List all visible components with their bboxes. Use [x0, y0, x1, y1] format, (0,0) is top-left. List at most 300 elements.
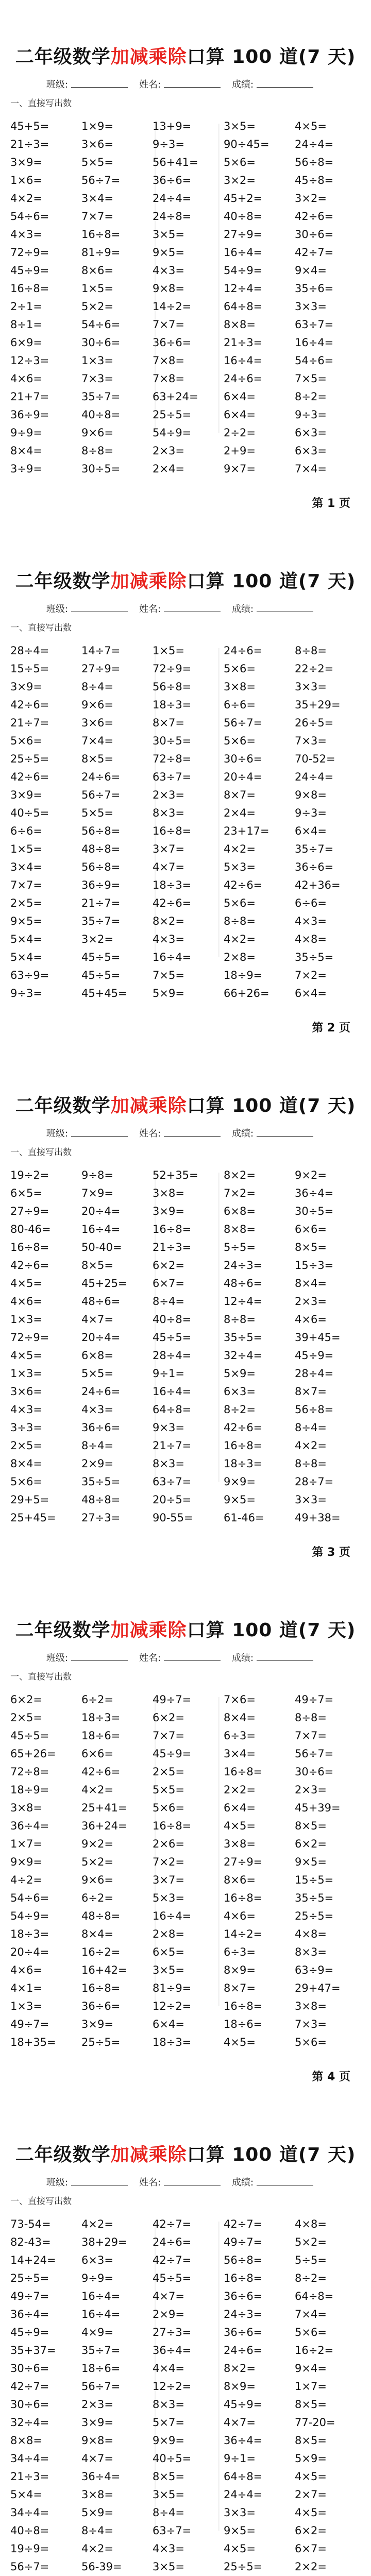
- class-label: 班级:: [46, 604, 68, 615]
- worksheet-page: [0, 0, 371, 524]
- problem-item: 15÷3=: [295, 1259, 334, 1272]
- problem-item: 3×9=: [81, 2416, 113, 2429]
- problem-item: 28÷4=: [295, 1367, 334, 1380]
- section-heading: 一、直接写出数: [10, 1147, 72, 1158]
- problem-item: 8÷8=: [81, 445, 113, 457]
- problem-item: 8×4=: [295, 1277, 327, 1290]
- problem-item: 5×6=: [153, 1802, 184, 1814]
- problem-item: 63÷9=: [295, 1964, 334, 1976]
- problem-item: 24÷6=: [81, 1385, 121, 1398]
- problem-item: 5×3=: [224, 861, 256, 873]
- problem-item: 21+7=: [10, 391, 49, 403]
- problem-item: 8÷8=: [295, 645, 327, 657]
- problem-item: 4×2=: [81, 1784, 113, 1796]
- problem-item: 4×8=: [295, 1928, 327, 1940]
- problem-item: 45÷9=: [224, 2398, 263, 2411]
- problem-item: 3×8=: [81, 2488, 113, 2501]
- problem-item: 2×9=: [81, 1458, 113, 1470]
- problem-item: 3×7=: [153, 843, 184, 855]
- problem-item: 64÷8=: [224, 2470, 263, 2483]
- problem-item: 22÷2=: [295, 663, 334, 675]
- problem-item: 90÷45=: [224, 138, 269, 150]
- problem-item: 3×8=: [224, 681, 256, 693]
- problem-item: 52+35=: [153, 1169, 198, 1181]
- problem-item: 5×4=: [10, 933, 42, 945]
- problem-item: 73-54=: [10, 2218, 51, 2230]
- problem-item: 4×6=: [224, 1910, 256, 1922]
- problem-item: 9÷9=: [10, 427, 42, 439]
- problem-item: 8×9=: [224, 2380, 256, 2393]
- problem-grid: [10, 2215, 366, 2576]
- problem-item: 3×4=: [224, 1748, 256, 1760]
- problem-item: 24÷4=: [153, 192, 192, 205]
- problem-item: 9×9=: [10, 1856, 42, 1868]
- problem-item: 9×4=: [295, 264, 327, 277]
- problem-item: 8×2=: [224, 1169, 256, 1181]
- problem-item: 18÷3=: [224, 1458, 263, 1470]
- page-title: [0, 1091, 371, 1117]
- problem-item: 63+24=: [153, 391, 198, 403]
- problem-item: 48÷6=: [81, 1295, 121, 1308]
- problem-item: 18÷9=: [224, 969, 263, 981]
- problem-item: 48÷6=: [224, 1277, 263, 1290]
- problem-item: 63÷7=: [295, 318, 334, 331]
- problem-item: 49+38=: [295, 1512, 341, 1524]
- name-field[interactable]: [164, 80, 221, 88]
- problem-item: 7×7=: [10, 879, 42, 891]
- problem-item: 36÷6=: [153, 174, 192, 187]
- problem-item: 24÷6=: [224, 645, 263, 657]
- problem-item: 45÷5=: [81, 951, 121, 963]
- problem-item: 26÷5=: [295, 717, 334, 729]
- problem-item: 56-39=: [81, 2561, 122, 2573]
- worksheet-page: [0, 524, 371, 1049]
- problem-item: 32÷4=: [224, 1349, 263, 1362]
- problem-item: 8÷8=: [295, 1458, 327, 1470]
- problem-item: 6×6=: [81, 1748, 113, 1760]
- problem-item: 7×4=: [81, 735, 113, 747]
- problem-item: 8×5=: [81, 753, 113, 765]
- problem-item: 45+45=: [81, 987, 127, 999]
- problem-item: 4×7=: [153, 2290, 184, 2302]
- problem-item: 8×8=: [10, 2434, 42, 2447]
- problem-item: 72÷8=: [153, 753, 192, 765]
- problem-item: 45÷9=: [10, 264, 49, 277]
- problem-item: 42÷6=: [81, 1766, 121, 1778]
- problem-item: 7×2=: [153, 1856, 184, 1868]
- problem-item: 8÷8=: [224, 915, 256, 927]
- problem-item: 56+41=: [153, 156, 198, 168]
- problem-item: 8÷8=: [224, 1313, 256, 1326]
- problem-item: 24÷3=: [224, 2308, 263, 2320]
- title-part: 口算 100 道(7 天): [187, 2144, 356, 2165]
- problem-item: 9÷3=: [295, 409, 327, 421]
- problem-item: 5×5=: [81, 807, 113, 819]
- problem-item: 9÷3=: [295, 807, 327, 819]
- problem-item: 13+9=: [153, 120, 192, 132]
- problem-item: 54÷6=: [295, 354, 334, 367]
- problem-item: 4÷2=: [10, 1874, 42, 1886]
- problem-item: 5×4=: [10, 2488, 42, 2501]
- problem-item: 3×2=: [295, 192, 327, 205]
- problem-item: 18÷3=: [81, 1711, 121, 1724]
- problem-item: 1×7=: [295, 2380, 327, 2393]
- problem-item: 8×5=: [295, 2398, 327, 2411]
- problem-item: 21÷7=: [10, 717, 49, 729]
- name-label: 姓名:: [139, 79, 161, 90]
- class-field[interactable]: [71, 1129, 128, 1137]
- class-label: 班级:: [46, 2177, 68, 2188]
- problem-item: 9×8=: [295, 789, 327, 801]
- problem-item: 8÷4=: [81, 1439, 113, 1452]
- problem-item: 36÷6=: [153, 336, 192, 349]
- problem-item: 8÷2=: [295, 391, 327, 403]
- problem-item: 4×5=: [224, 2543, 256, 2555]
- problem-item: 6×5=: [10, 1187, 42, 1199]
- score-field[interactable]: [257, 2178, 313, 2185]
- problem-item: 7×3=: [295, 735, 327, 747]
- problem-item: 35÷5=: [81, 1476, 121, 1488]
- problem-item: 36÷4=: [10, 2308, 49, 2320]
- score-label: 成绩:: [232, 1653, 254, 1664]
- problem-item: 2×3=: [295, 1784, 327, 1796]
- problem-item: 12÷3=: [10, 354, 49, 367]
- problem-item: 16÷8=: [10, 1241, 49, 1253]
- problem-item: 3÷3=: [10, 1421, 42, 1434]
- problem-item: 30÷6=: [81, 336, 121, 349]
- problem-item: 18÷3=: [153, 2036, 192, 2048]
- problem-item: 3×5=: [224, 120, 256, 132]
- problem-item: 2×5=: [10, 897, 42, 909]
- problem-item: 5×2=: [295, 2236, 327, 2248]
- problem-item: 45÷9=: [295, 1349, 334, 1362]
- problem-item: 7×3=: [81, 372, 113, 385]
- problem-item: 56÷8=: [295, 1403, 334, 1416]
- problem-item: 4×5=: [295, 2506, 327, 2519]
- problem-item: 16÷8=: [224, 1439, 263, 1452]
- name-field[interactable]: [164, 1129, 221, 1137]
- name-label: 姓名:: [139, 604, 161, 615]
- problem-item: 36÷6=: [81, 2000, 121, 2012]
- problem-item: 5×2=: [81, 300, 113, 313]
- problem-item: 16÷8=: [153, 1223, 192, 1235]
- problem-item: 54÷9=: [153, 427, 192, 439]
- problem-item: 2×3=: [153, 445, 184, 457]
- problem-item: 42÷6=: [10, 771, 49, 783]
- problem-item: 48÷8=: [81, 1910, 121, 1922]
- title-highlight: 加减乘除: [110, 1095, 187, 1116]
- problem-item: 8×4=: [224, 1711, 256, 1724]
- name-field[interactable]: [164, 604, 221, 612]
- problem-item: 5×6=: [224, 156, 256, 168]
- problem-item: 8×5=: [295, 1820, 327, 1832]
- problem-item: 36÷6=: [224, 2290, 263, 2302]
- problem-item: 24÷4=: [295, 771, 334, 783]
- problem-item: 2×8=: [153, 1928, 184, 1940]
- section-heading: 一、直接写出数: [10, 1672, 72, 1682]
- problem-item: 4×2=: [224, 933, 256, 945]
- problem-item: 1×7=: [10, 1838, 42, 1850]
- class-field[interactable]: [71, 604, 128, 612]
- problem-item: 45÷5=: [81, 969, 121, 981]
- problem-item: 9×5=: [10, 915, 42, 927]
- problem-item: 2×3=: [81, 2398, 113, 2411]
- problem-item: 24÷4=: [224, 2488, 263, 2501]
- problem-item: 30÷6=: [10, 2362, 49, 2375]
- problem-item: 63÷9=: [10, 969, 49, 981]
- problem-item: 7×2=: [295, 969, 327, 981]
- problem-item: 6×3=: [295, 427, 327, 439]
- problem-item: 6×7=: [153, 1277, 184, 1290]
- problem-item: 5×5=: [81, 156, 113, 168]
- problem-item: 9×6=: [81, 427, 113, 439]
- problem-item: 16÷4=: [153, 951, 192, 963]
- problem-item: 5×6=: [295, 2036, 327, 2048]
- problem-item: 8×2=: [224, 2362, 256, 2375]
- problem-item: 16÷8=: [81, 1982, 121, 1994]
- problem-item: 9×2=: [295, 1169, 327, 1181]
- problem-item: 8÷4=: [81, 681, 113, 693]
- problem-item: 16÷4=: [153, 1910, 192, 1922]
- name-field[interactable]: [164, 2178, 221, 2185]
- problem-item: 42÷6=: [10, 699, 49, 711]
- problem-item: 6×8=: [224, 1205, 256, 1217]
- problem-item: 12÷4=: [224, 1295, 263, 1308]
- problem-item: 42÷6=: [224, 879, 263, 891]
- problem-item: 21÷3=: [224, 336, 263, 349]
- problem-item: 27÷3=: [153, 2326, 192, 2338]
- class-field[interactable]: [71, 2178, 128, 2185]
- problem-item: 35÷5=: [295, 1892, 334, 1904]
- problem-item: 35÷6=: [295, 282, 334, 295]
- problem-item: 56÷8=: [224, 2254, 263, 2266]
- problem-item: 9×8=: [153, 282, 184, 295]
- problem-item: 34÷4=: [10, 2452, 49, 2465]
- score-field[interactable]: [257, 1129, 313, 1137]
- problem-item: 56÷8=: [81, 861, 121, 873]
- problem-item: 4×2=: [10, 192, 42, 205]
- problem-item: 35÷7=: [295, 843, 334, 855]
- section-heading: 一、直接写出数: [10, 623, 72, 633]
- problem-item: 42÷7=: [295, 246, 334, 259]
- worksheet-page: [0, 2098, 371, 2576]
- problem-item: 5×6=: [10, 735, 42, 747]
- problem-item: 20÷4=: [81, 1331, 121, 1344]
- problem-item: 14÷2=: [224, 1928, 263, 1940]
- problem-item: 8÷2=: [295, 2272, 327, 2284]
- problem-item: 6×2=: [153, 1711, 184, 1724]
- problem-item: 40÷5=: [153, 2452, 192, 2465]
- problem-item: 2×2=: [224, 1784, 256, 1796]
- problem-item: 3×5=: [153, 2488, 184, 2501]
- name-field[interactable]: [164, 1653, 221, 1661]
- problem-item: 24÷6=: [224, 2344, 263, 2357]
- problem-item: 24÷8=: [153, 210, 192, 223]
- problem-item: 9×5=: [224, 2524, 256, 2537]
- class-field[interactable]: [71, 1653, 128, 1661]
- problem-item: 54÷9=: [10, 1910, 49, 1922]
- problem-item: 2×9=: [153, 2308, 184, 2320]
- problem-item: 42÷7=: [153, 2218, 192, 2230]
- problem-item: 35÷5=: [295, 951, 334, 963]
- problem-item: 16+42=: [81, 1964, 127, 1976]
- problem-item: 9×7=: [224, 463, 256, 475]
- problem-item: 4×5=: [295, 2470, 327, 2483]
- problem-item: 6×4=: [224, 1802, 256, 1814]
- problem-item: 8×5=: [153, 2470, 184, 2483]
- problem-item: 18÷6=: [224, 2018, 263, 2030]
- problem-item: 90-55=: [153, 1512, 193, 1524]
- problem-item: 6×4=: [224, 391, 256, 403]
- problem-item: 49÷7=: [10, 2018, 49, 2030]
- problem-item: 8×5=: [81, 1259, 113, 1272]
- problem-item: 35÷7=: [81, 391, 121, 403]
- class-field[interactable]: [71, 80, 128, 88]
- problem-item: 3×3=: [295, 1494, 327, 1506]
- problem-item: 2×8=: [224, 951, 256, 963]
- problem-item: 8×3=: [153, 2398, 184, 2411]
- problem-item: 27÷9=: [10, 1205, 49, 1217]
- problem-item: 45+5=: [10, 120, 49, 132]
- problem-item: 25÷5=: [10, 2272, 49, 2284]
- problem-item: 3×8=: [224, 1838, 256, 1850]
- problem-item: 16÷4=: [224, 354, 263, 367]
- problem-item: 6÷6=: [295, 897, 327, 909]
- problem-item: 30÷5=: [153, 735, 192, 747]
- problem-item: 24÷3=: [224, 1259, 263, 1272]
- problem-item: 35+37=: [10, 2344, 56, 2357]
- problem-item: 16÷8=: [153, 825, 192, 837]
- problem-item: 35÷5=: [224, 1331, 263, 1344]
- problem-grid: [10, 642, 366, 1003]
- problem-item: 30÷6=: [224, 753, 263, 765]
- score-field[interactable]: [257, 80, 313, 88]
- problem-item: 9÷1=: [153, 1367, 184, 1380]
- problem-item: 25÷5=: [153, 409, 192, 421]
- student-info-line: [0, 77, 371, 91]
- problem-item: 2×3=: [295, 1295, 327, 1308]
- problem-item: 3×6=: [81, 138, 113, 150]
- problem-item: 4×7=: [81, 1313, 113, 1326]
- problem-item: 81÷9=: [153, 1982, 192, 1994]
- problem-item: 56÷7=: [295, 1748, 334, 1760]
- problem-item: 19÷2=: [10, 1169, 49, 1181]
- problem-item: 8×8=: [224, 318, 256, 331]
- problem-item: 30÷5=: [81, 463, 121, 475]
- problem-item: 5÷5=: [224, 1241, 256, 1253]
- problem-item: 24÷6=: [153, 2236, 192, 2248]
- problem-item: 3×9=: [10, 156, 42, 168]
- problem-item: 42÷6=: [153, 897, 192, 909]
- problem-item: 40÷8=: [153, 1313, 192, 1326]
- page-number: 第 2 页: [312, 1022, 350, 1035]
- problem-item: 12÷2=: [153, 2380, 192, 2393]
- problem-item: 9×6=: [81, 1874, 113, 1886]
- problem-item: 61-46=: [224, 1512, 264, 1524]
- problem-item: 54÷6=: [10, 210, 49, 223]
- problem-item: 23+17=: [224, 825, 269, 837]
- problem-item: 18÷6=: [81, 2362, 121, 2375]
- problem-item: 4×6=: [10, 1964, 42, 1976]
- score-label: 成绩:: [232, 79, 254, 90]
- problem-item: 7×2=: [224, 1187, 256, 1199]
- problem-item: 8×4=: [10, 1458, 42, 1470]
- problem-item: 50-40=: [81, 1241, 122, 1253]
- problem-item: 21÷7=: [153, 1439, 192, 1452]
- problem-item: 42÷7=: [10, 2380, 49, 2393]
- problem-item: 3×9=: [81, 2018, 113, 2030]
- problem-item: 6×3=: [224, 1385, 256, 1398]
- problem-item: 7×3=: [295, 2018, 327, 2030]
- problem-item: 6×4=: [153, 2018, 184, 2030]
- score-field[interactable]: [257, 604, 313, 612]
- problem-item: 28÷4=: [153, 1349, 192, 1362]
- name-label: 姓名:: [139, 1653, 161, 1664]
- problem-item: 82-43=: [10, 2236, 51, 2248]
- problem-item: 49÷7=: [10, 2290, 49, 2302]
- title-part: 二年级数学: [15, 571, 111, 592]
- problem-item: 4×3=: [10, 1403, 42, 1416]
- page-number: 第 1 页: [312, 497, 350, 510]
- page-title: [0, 2140, 371, 2166]
- problem-item: 5×9=: [153, 987, 184, 999]
- problem-item: 3×4=: [10, 861, 42, 873]
- problem-item: 54÷9=: [224, 264, 263, 277]
- problem-item: 8×5=: [295, 2434, 327, 2447]
- problem-item: 3×6=: [81, 717, 113, 729]
- problem-item: 6×4=: [224, 409, 256, 421]
- problem-item: 4×2=: [224, 843, 256, 855]
- problem-item: 2÷2=: [224, 427, 256, 439]
- problem-item: 25÷5=: [81, 2036, 121, 2048]
- problem-item: 28÷4=: [10, 645, 49, 657]
- problem-item: 36÷6=: [81, 1421, 121, 1434]
- problem-item: 21÷3=: [10, 138, 49, 150]
- problem-item: 9÷3=: [10, 987, 42, 999]
- problem-item: 6÷2=: [81, 1892, 113, 1904]
- problem-item: 1×9=: [81, 120, 113, 132]
- problem-item: 6÷2=: [81, 1693, 113, 1706]
- problem-item: 8×3=: [153, 807, 184, 819]
- problem-item: 36÷4=: [295, 1187, 334, 1199]
- problem-item: 5×5=: [153, 1784, 184, 1796]
- problem-item: 16÷4=: [81, 2308, 121, 2320]
- problem-item: 8÷4=: [153, 2506, 184, 2519]
- score-field[interactable]: [257, 1653, 313, 1661]
- problem-item: 3×8=: [295, 2000, 327, 2012]
- problem-item: 8×7=: [153, 717, 184, 729]
- problem-item: 8÷8=: [295, 1711, 327, 1724]
- problem-item: 5×6=: [295, 2326, 327, 2338]
- problem-item: 36÷9=: [10, 409, 49, 421]
- problem-item: 3×5=: [153, 1964, 184, 1976]
- problem-item: 5÷5=: [295, 2254, 327, 2266]
- problem-item: 8×4=: [10, 445, 42, 457]
- score-label: 成绩:: [232, 1128, 254, 1139]
- problem-item: 25÷5=: [10, 753, 49, 765]
- problem-item: 32÷4=: [10, 2416, 49, 2429]
- class-label: 班级:: [46, 1653, 68, 1664]
- problem-item: 42÷7=: [153, 2254, 192, 2266]
- problem-item: 24÷4=: [295, 138, 334, 150]
- problem-item: 4×3=: [295, 915, 327, 927]
- problem-item: 21÷7=: [81, 897, 121, 909]
- problem-item: 7×8=: [153, 354, 184, 367]
- problem-item: 20÷4=: [10, 1946, 49, 1958]
- problem-item: 3÷9=: [10, 463, 42, 475]
- problem-item: 1×5=: [10, 843, 42, 855]
- problem-item: 9×9=: [153, 2434, 184, 2447]
